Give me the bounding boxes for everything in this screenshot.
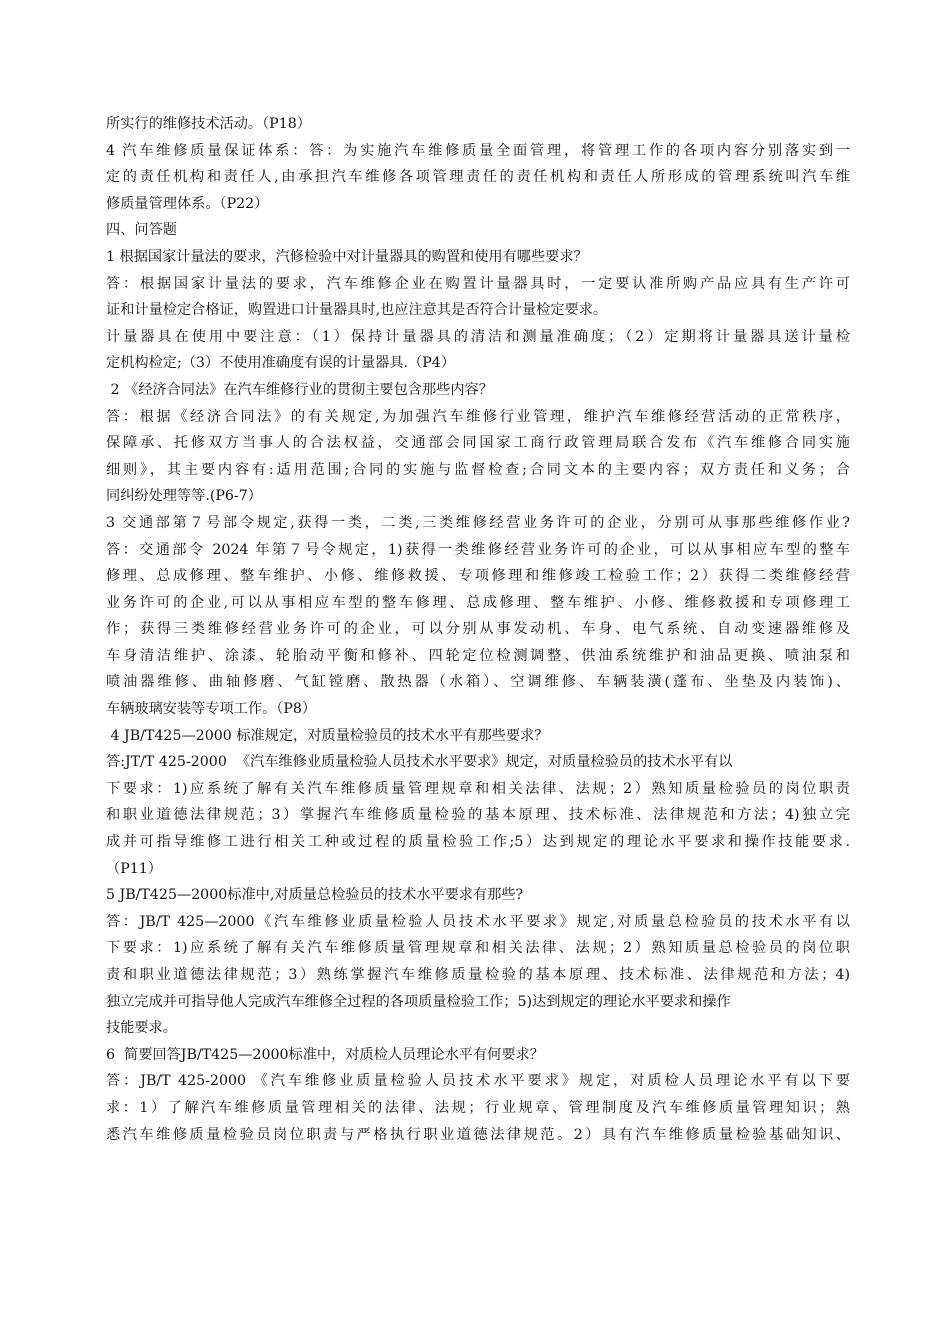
text-line: 车辆玻璃安装等专项工作。（P8）: [106, 701, 317, 718]
text-line: 修理、总成修理、整车维护、小修、维修救援、专项修理和维修竣工检验工作；2）获得二类维修经营: [106, 568, 850, 585]
text-line: 4 JB/T425—2000 标准规定，对质量检验员的技术水平有那些要求？: [106, 727, 549, 744]
text-line: 1 根据国家计量法的要求，汽修检验中对计量器具的购置和使用有哪些要求？: [106, 248, 588, 265]
text-line: 5 JB/T425—2000标准中,对质量总检验员的技术水平要求有那些?: [106, 887, 524, 904]
text-line: 答：JB/T 425—2000《汽车维修业质量检验人员技术水平要求》规定,对质量总检验员的技术水平有以: [106, 913, 850, 930]
text-line: 保障承、托修双方当事人的合法权益，交通部会同国家工商行政管理局联合发布《汽车维修合同实施: [106, 435, 850, 452]
text-line: 细则》，其主要内容有:适用范围;合同的实施与监督检查;合同文本的主要内容；双方责任和义务；合: [106, 461, 850, 478]
text-line: 修质量管理体系。（P22）: [106, 195, 269, 212]
text-line: 3 交通部第７号部令规定,获得一类，二类,三类维修经营业务许可的企业，分别可从事那些维修作业?: [106, 514, 850, 531]
text-line: 独立完成并可指导他人完成汽车维修全过程的各项质量检验工作；5)达到规定的理论水平要求和操作: [106, 993, 731, 1010]
text-line: 计量器具在使用中要注意：（1）保持计量器具的清洁和测量准确度；（2）定期将计量器具送计量检: [106, 328, 850, 345]
text-line: 定的责任机构和责任人,由承担汽车维修各项管理责任的责任机构和责任人所形成的管理系统叫汽车维: [106, 169, 850, 186]
text-line: 定机构检定;（3）不使用准确度有误的计量器具.（P4）: [106, 355, 456, 372]
text-line: 作；获得三类维修经营业务许可的企业，可以分别从事发动机、车身、电气系统、自动变速器维修及: [106, 621, 850, 638]
text-line: 答：交通部令 2024 年第７号令规定，1)获得一类维修经营业务许可的企业，可以从事相应车型的整车: [106, 541, 850, 558]
text-line: 求：1）了解汽车维修质量管理相关的法律、法规；行业规章、管理制度及汽车维修质量管理知识；熟: [106, 1099, 850, 1116]
text-line: 业务许可的企业,可以从事相应车型的整车修理、总成修理、整车维护、小修、维修救援和专项修理工: [106, 594, 850, 611]
text-line: （P11）: [106, 860, 162, 877]
text-line: 证和计量检定合格证，购置进口计量器具时,也应注意其是否符合计量检定要求。: [106, 302, 608, 319]
text-line: 责和职业道德法律规范；3）熟练掌握汽车维修质量检验的基本原理、技术标准、法律规范和方法；4): [106, 967, 850, 983]
text-line: 4 汽车维修质量保证体系：答：为实施汽车维修质量全面管理，将管理工作的各项内容分别落实到一: [106, 142, 850, 159]
text-line: 车身清洁维护、涂漆、轮胎动平衡和修补、四轮定位检测调整、供油系统维护和油品更换、喷油泵和: [106, 647, 850, 664]
text-line: 答：根据国家计量法的要求，汽车维修企业在购置计量器具时，一定要认准所购产品应具有生产许可: [106, 275, 850, 292]
text-line: 答：根据《经济合同法》的有关规定,为加强汽车维修行业管理，维护汽车维修经营活动的正常秩序，: [106, 408, 850, 425]
text-line: 下要求：1)应系统了解有关汽车维修质量管理规章和相关法律、法规；2）熟知质量检验员的岗位职责: [106, 780, 850, 797]
text-line: 喷油器维修、曲轴修磨、气缸镗磨、散热器（水箱）、空调维修、车辆装潢(蓬布、坐垫及内装饰)、: [106, 674, 850, 691]
text-line: 6 简要回答JB/T425—2000标准中，对质检人员理论水平有何要求？: [106, 1046, 544, 1063]
text-line: 答：JB/T 425-2000 《汽车维修业质量检验人员技术水平要求》规定，对质检人员理论水平有以下要: [106, 1073, 850, 1090]
text-line: 技能要求。: [106, 1020, 177, 1037]
text-line: 成并可指导维修工进行相关工种或过程的质量检验工作;5）达到规定的理论水平要求和操作技能要求.: [106, 834, 850, 851]
text-line: 和职业道德法律规范；3）掌握汽车维修质量检验的基本原理、技术标准、法律规范和方法；4)独立完: [106, 807, 850, 824]
text-line: 同纠纷处理等等.(P6-7）: [106, 488, 262, 505]
text-line: 答:JT/T 425-2000 《汽车维修业质量检验人员技术水平要求》规定，对质量检验员的技术水平有以: [106, 754, 733, 771]
text-line: 下要求：1)应系统了解有关汽车维修质量管理规章和相关法律、法规；2）熟知质量总检验员的岗位职: [106, 940, 850, 957]
text-line: 四、问答题: [106, 222, 177, 239]
text-line: 悉汽车维修质量检验员岗位职责与严格执行职业道德法律规范。2）具有汽车维修质量检验基础知识、: [106, 1126, 850, 1143]
text-line: 2 《经济合同法》在汽车维修行业的贯彻主要包含那些内容？: [106, 381, 493, 398]
text-line: 所实行的维修技术活动。（P18）: [106, 116, 311, 132]
